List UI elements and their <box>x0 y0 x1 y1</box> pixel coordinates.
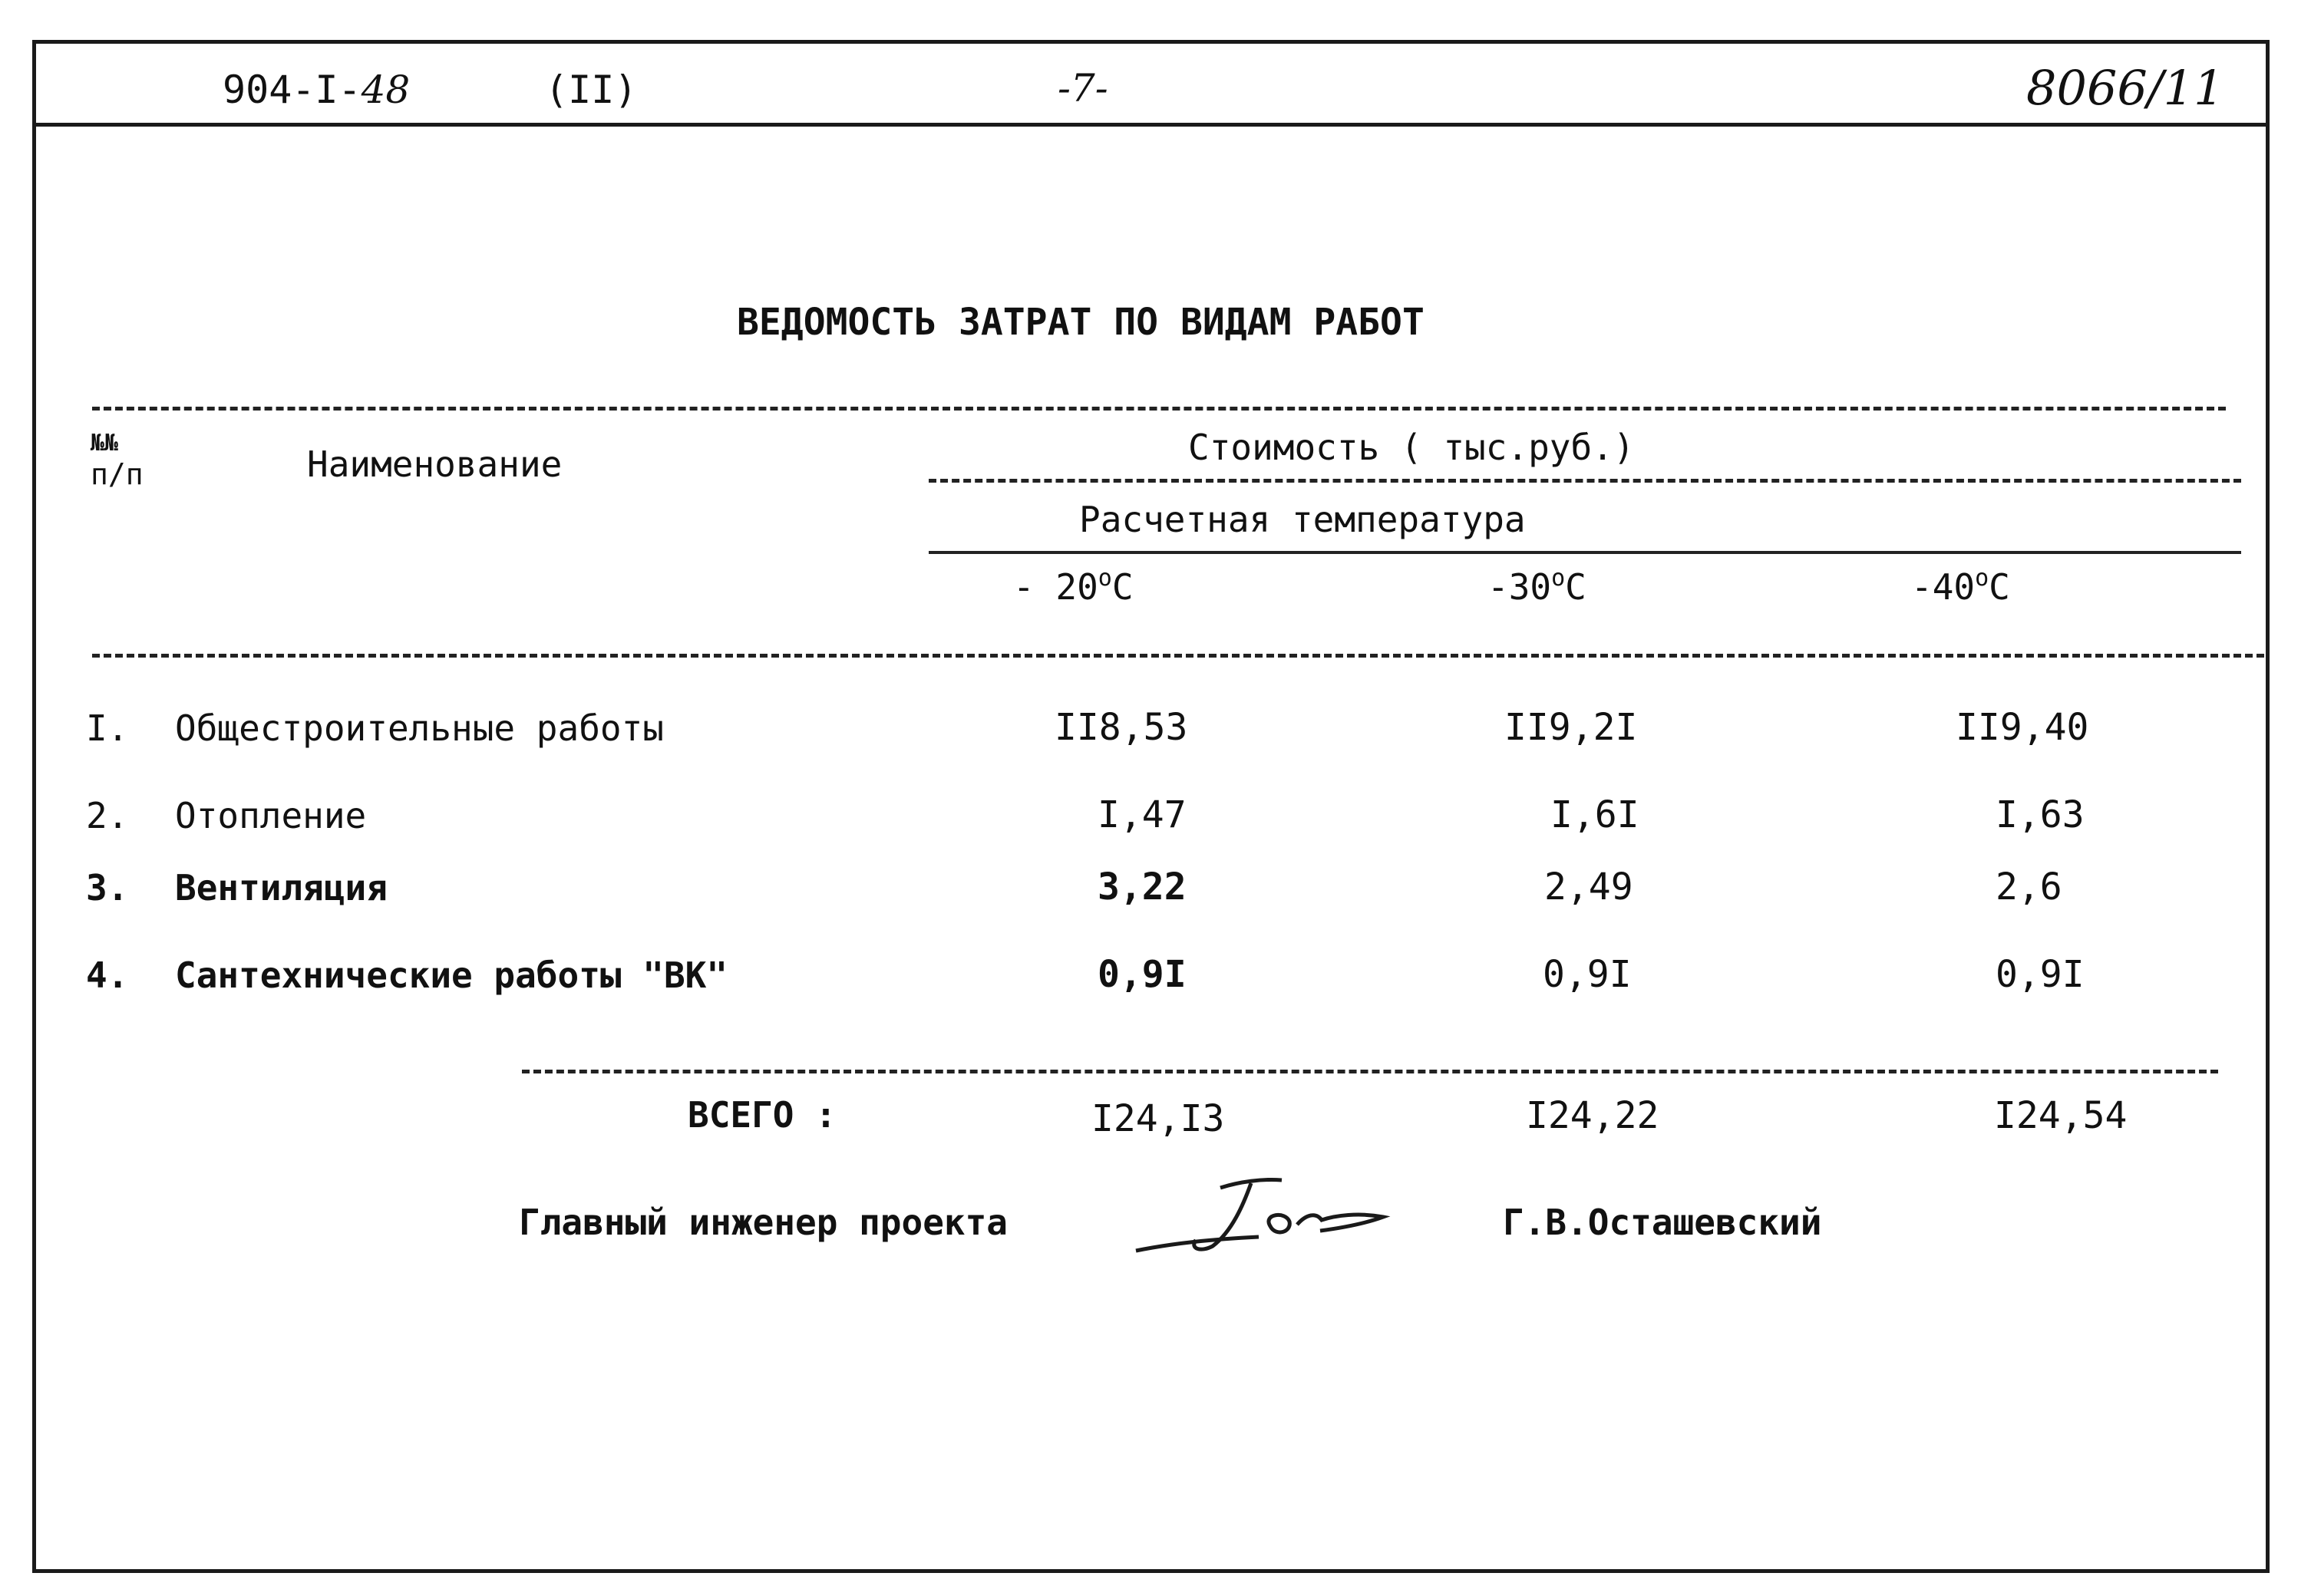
frame-right <box>2266 40 2270 1573</box>
total-label: ВСЕГО : <box>688 1094 837 1136</box>
row-value-minus30: I,6I <box>1550 793 1639 836</box>
temperature-col-3-value: -40 <box>1911 566 1976 608</box>
row-name: Вентиляция <box>175 867 388 908</box>
header-page-number: -7- <box>1058 66 1108 110</box>
row-value-minus30: II9,2I <box>1504 706 1638 749</box>
header-code <box>223 68 410 112</box>
temperature-col-3 <box>1911 565 2010 608</box>
degree-mark-2: о <box>1551 565 1566 592</box>
column-header-number <box>91 428 144 490</box>
row-number: 2. <box>86 795 129 836</box>
cost-header-rule <box>929 479 2241 483</box>
table-header-bottom-rule <box>92 654 2264 658</box>
row-value-minus40: I,63 <box>1996 793 2085 836</box>
row-value-minus40: 2,6 <box>1996 866 2062 908</box>
totals-rule <box>522 1070 2218 1073</box>
header-rule <box>32 123 2270 127</box>
column-header-cost: Стоимость ( тыс.руб.) <box>1188 427 1635 468</box>
row-name: Общестроительные работы <box>175 707 664 749</box>
table-top-rule <box>92 407 2226 411</box>
row-value-minus40: II9,40 <box>1956 706 2089 749</box>
row-value-minus30: 0,9I <box>1543 953 1632 996</box>
frame-left <box>32 40 36 1573</box>
temperature-col-2-value: -30 <box>1487 566 1552 608</box>
row-number: I. <box>86 707 129 749</box>
temperature-col-3-unit: С <box>1989 566 2010 608</box>
row-number: 4. <box>86 955 129 996</box>
degree-mark-3: о <box>1975 565 1989 592</box>
total-minus30: I24,22 <box>1526 1094 1659 1137</box>
document-title: ВЕДОМОСТЬ ЗАТРАТ ПО ВИДАМ РАБОТ <box>737 301 1425 344</box>
column-header-number-line2: п/п <box>91 457 144 491</box>
total-minus40: I24,54 <box>1994 1094 2128 1137</box>
row-value-minus20: 3,22 <box>1098 866 1187 908</box>
frame-top <box>32 40 2270 44</box>
header-part: (II) <box>545 68 638 112</box>
row-name: Сантехнические работы "ВК" <box>175 955 728 996</box>
temperature-col-1-value: - 20 <box>1013 566 1098 608</box>
row-value-minus20: II8,53 <box>1055 706 1188 749</box>
header-code-number: 48 <box>361 68 411 112</box>
signature-role: Главный инженер проекта <box>519 1202 1008 1243</box>
total-minus20: I24,I3 <box>1091 1097 1225 1140</box>
column-header-temperature: Расчетная температура <box>1079 499 1526 540</box>
signature-name: Г.В.Осташевский <box>1503 1202 1822 1243</box>
temperature-header-rule <box>929 551 2241 554</box>
column-header-number-line1: №№ <box>91 430 119 457</box>
header-sheet-number: 8066/11 <box>2026 60 2224 116</box>
column-header-name: Наименование <box>307 444 563 485</box>
degree-mark-1: о <box>1098 565 1112 592</box>
frame-bottom <box>32 1569 2270 1573</box>
header-code-prefix: 904-I- <box>223 68 362 112</box>
temperature-col-2-unit: С <box>1565 566 1586 608</box>
temperature-col-2 <box>1487 565 1586 608</box>
row-value-minus40: 0,9I <box>1996 953 2085 996</box>
row-number: 3. <box>86 867 129 908</box>
row-value-minus30: 2,49 <box>1544 866 1633 908</box>
row-name: Отопление <box>175 795 367 836</box>
row-value-minus20: 0,9I <box>1098 953 1187 996</box>
row-value-minus20: I,47 <box>1098 793 1187 836</box>
handwritten-signature <box>1105 1166 1412 1266</box>
temperature-col-1 <box>1013 565 1134 608</box>
temperature-col-1-unit: С <box>1111 566 1134 608</box>
